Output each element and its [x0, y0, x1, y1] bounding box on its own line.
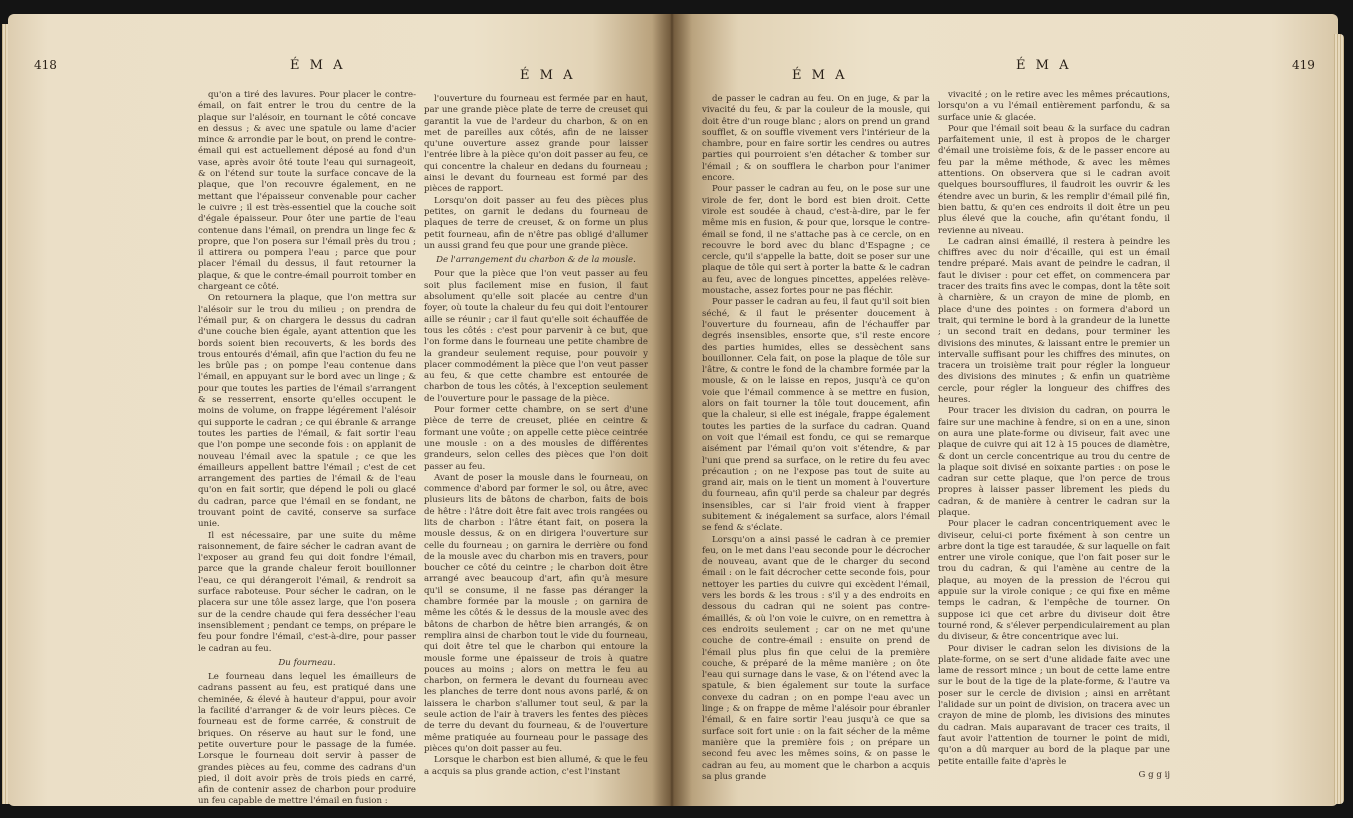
- paragraph: Lorsqu'on a ainsi passé le cadran à ce premier feu, on le met dans l'eau seconde pour le décrocher de nouveau, avant que de le charger du second émail : on le fait décrocher cette seconde fois, pour nettoyer les parties du cuivre qui excèdent l'émail, vers les bords & les trous : s'il y a des endroits en dessous du cadran qui ne soient pas contre-émaillés, & où l'on voie le cuivre, on en remettra à ces endroits seulement ; car on ne met qu'une couche de contre-émail : ensuite on prend de l'émail plus plus fin que celui de la première couche, & préparé de la même manière ; on ôte l'eau qui surnage dans le vase, & on l'étend avec la spatule, & bien également sur toute la surface convexe du cadran ; on en pompe l'eau avec un linge ; & on frappe de même l'alésoir pour ébranler l'émail, & en faire sortir l'eau jusqu'à ce que sa surface soit fort unie : on la fait sécher de la même manière que la première fois ; on prépare un second feu avec les mêmes soins, & on passe le cadran au feu, au moment que le charbon a acquis sa plus grande: [702, 534, 930, 782]
- left-page: [8, 14, 672, 806]
- right-page-edges: [1334, 34, 1344, 804]
- paragraph: Pour former cette chambre, on se sert d'une pièce de terre de creuset, pliée en ceintre & formant une voûte ; on appelle cette pièce ceintrée une mousle : on a des mousles de différentes grandeurs, selon celles des pièces que l'on doit passer au feu.: [424, 405, 648, 472]
- paragraph: qu'on a tiré des lavures. Pour placer le contre-émail, on fait entrer le trou du centre de la plaque sur l'alésoir, en tournant le côté concave en dessus ; & avec une spatule ou lame d'acier mince & arrondie par le bout, on prend le contre-émail qui est actuellement déposé au fond d'un vase, après avoir ôté toute l'eau qui surnageoit, & on l'étend sur toute la surface concave de la plaque, que l'on recouvre également, en ne mettant que l'épaisseur convenable pour cacher le cuivre ; il est très-essentiel que la couche soit d'égale épaisseur. Pour ôter une partie de l'eau contenue dans l'émail, on prendra un linge fec & propre, que l'on posera sur l'émail près du trou ; il attirera ou pompera l'eau ; parce que pour placer l'émail du dessus, il faut retourner la plaque, & que le contre-émail pourroit tomber en chargeant ce côté.: [198, 90, 416, 293]
- right-page-column-2: [938, 90, 1170, 780]
- left-page-column-2: [424, 94, 648, 784]
- paragraph: Il est nécessaire, par une suite du même raisonnement, de faire sécher le cadran avant de l'exposer au grand feu qui doit fondre l'émail, parce que la grande chaleur feroit bouillonner l'eau, ce qui dérangeroit l'émail, & rendroit sa surface raboteuse. Pour sécher le cadran, on le placera sur une tôle assez large, que l'on posera sur de la cendre chaude qui fera dessécher l'eau insensiblement ; pendant ce temps, on prépare le feu pour fondre l'émail, c'est-à-dire, pour passer le cadran au feu.: [198, 530, 416, 654]
- right-running-head-left-column: É M A: [792, 68, 848, 83]
- paragraph: Lorsqu'on doit passer au feu des pièces plus petites, on garnit le dedans du fourneau de plaques de terre de creuset, & on forme un plus petit fourneau, afin de n'être pas obligé d'allumer un aussi grand feu que pour une grande pièce.: [424, 195, 648, 251]
- paragraph: Pour passer le cadran au feu, il faut qu'il soit bien séché, & il faut le présenter doucement à l'ouverture du fourneau, afin de l'échauffer par degrés insensibles, ensorte que, s'il reste encore des parties humides, elles se dessèchent sans bouillonner. Cela fait, on pose la plaque de tôle sur l'âtre, & contre le fond de la chambre formée par la mousle, & on le laisse en repos, jusqu'à ce qu'on voie que l'émail commence à se mettre en fusion, alors on fait tourner la tôle tout doucement, afin que la chaleur, si elle est inégale, frappe également toutes les parties de la surface du cadran. Quand on voit que l'émail est fondu, ce qui se remarque aisément par l'émail qu'on voit s'étendre, & par l'uni que prend sa surface, on le retire du feu avec précaution ; on ne l'expose pas tout de suite au grand air, mais on le tient un moment à l'ouverture du fourneau, afin qu'il perde sa chaleur par degrés insensibles, car si l'air froid vient à frapper subitement & inégalement sa surface, alors l'émail se fend & s'éclate.: [702, 297, 930, 534]
- right-page-column-1: [702, 94, 930, 784]
- paragraph: de passer le cadran au feu. On en juge, & par la vivacité du feu, & par la couleur de la mousle, qui doit être d'un rouge blanc ; alors on prend un grand soufflet, & on souffle vivement vers l'intérieur de la chambre, pour en faire sortir les cendres ou autres parties qui pourroient s'en détacher & tomber sur l'émail ; & on soufflera le charbon pour l'animer encore.: [702, 94, 930, 184]
- paragraph: Pour que la pièce que l'on veut passer au feu soit plus facilement mise en fusion, il faut absolument qu'elle soit placée au centre d'un foyer, où toute la chaleur du feu qui doit l'entourer aille se réunir ; car il faut qu'elle soit échauffée de tous les côtés : c'est pour parvenir à ce but, que l'on forme dans le fourneau une petite chambre de la grandeur seulement requise, pour pouvoir y placer commodément la pièce que l'on veut passer au feu, & que cette chambre est entourée de charbon de tous les côtés, à l'exception seulement de l'ouverture pour le passage de la pièce.: [424, 269, 648, 404]
- section-subheading: De l'arrangement du charbon & de la mousle.: [436, 255, 636, 266]
- paragraph: Le fourneau dans lequel les émailleurs de cadrans passent au feu, est pratiqué dans une cheminée, & élevé à hauteur d'appui, pour avoir la facilité d'arranger & de voir leurs pièces. Ce fourneau est de forme carrée, & construit de briques. On réserve au haut sur le fond, une petite ouverture pour le passage de la fumée. Lorsque le fourneau doit servir à passer de grandes pièces au feu, comme des cadrans d'un pied, il doit avoir près de trois pieds en carré, afin de contenir assez de charbon pour produire un feu capable de mettre l'émail en fusion :: [198, 672, 416, 807]
- paragraph: Pour placer le cadran concentriquement avec le diviseur, celui-ci porte fixément à son centre un arbre dont la tige est taraudée, & sur laquelle on fait entrer une virole conique, que l'on fait poser sur le trou du cadran, & qui l'amène au centre de la plaque, au moyen de la pression de l'écrou qui appuie sur la virole conique ; ce qui fixe en même temps le cadran, & l'empêche de tourner. On suppose ici que cet arbre du diviseur doit être tourné rond, & s'élever perpendiculairement au plan du diviseur, & être concentrique avec lui.: [938, 519, 1170, 643]
- left-page-number: 418: [34, 58, 57, 72]
- paragraph: On retournera la plaque, que l'on mettra sur l'alésoir sur le trou du milieu ; on prendra de l'émail pur, & on chargera le dessus du cadran d'une couche bien égale, ayant attention que les bords soient bien recouverts, & les bords des trous entourés d'émail, afin que l'action du feu ne les brûle pas ; on pompe l'eau contenue dans l'émail, en appuyant sur le bord avec un linge ; & pour que toutes les parties de l'émail s'arrangent & se resserrent, ensorte qu'elles occupent le moins de volume, on frappe légérement l'alésoir qui supporte le cadran ; ce qui ébranle & arrange toutes les parties de l'émail, & fait sortir l'eau que l'on pompe une seconde fois : on applanit de nouveau l'émail avec la spatule ; ce que les émailleurs appellent battre l'émail ; c'est de cet arrangement des parties de l'émail & de l'eau qu'on en fait sortir, que dépend le poli ou glacé du cadran, parce que l'émail en se fondant, ne trouvant point de cavité, conserve sa surface unie.: [198, 293, 416, 530]
- paragraph: Le cadran ainsi émaillé, il restera à peindre les chiffres avec du noir d'écaille, qui est un émail tendre préparé. Mais avant de peindre le cadran, il faut le diviser : pour cet effet, on commencera par tracer des traits fins avec le compas, dont la tête soit à charnière, & un crayon de mine de plomb, en place d'une des pointes : on formera d'abord un trait, qui termine le bord à la grandeur de la lunette ; un second trait en dedans, pour terminer les divisions des minutes, & laissant entre le premier un intervalle suffisant pour les chiffres des minutes, on tracera un troisième trait pour régler la longueur des divisions des minutes ; & enfin un quatrième cercle, pour régler la longueur des chiffres des heures.: [938, 236, 1170, 406]
- right-page: [672, 14, 1338, 806]
- open-book: [8, 14, 1345, 814]
- paragraph: Avant de poser la mousle dans le fourneau, on commence d'abord par former le sol, ou âtre, avec plusieurs lits de bâtons de charbon, faits de bois de hêtre : l'âtre doit être fait avec trois rangées ou lits de charbon : l'âtre étant fait, on posera la mousle dessus, & on en dirigera l'ouverture sur celle du fourneau ; on garnira le derrière ou fond de la mousle avec du charbon mis en travers, pour boucher ce côté du ceintre ; le charbon doit être arrangé avec beaucoup d'art, afin qu'à mesure qu'il se consume, il ne fasse pas déranger la chambre formée par la mousle ; on garnira de même les côtés & le dessus de la mousle avec des bâtons de charbon de hêtre bien arrangés, & on remplira ainsi de charbon tout le vide du fourneau, qui doit être tel que le charbon qui entoure la mousle forme une épaisseur de trois à quatre pouces au moins ; alors on mettra le feu au charbon, on fermera le devant du fourneau avec les planches de terre dont nous avons parlé, & on laissera le charbon s'allumer tout seul, & par la seule action de l'air à travers les fentes des pièces de terre du devant du fourneau, & de l'ouverture même pratiquée au fourneau pour le passage des pièces qu'on doit passer au feu.: [424, 472, 648, 754]
- paragraph: Pour diviser le cadran selon les divisions de la plate-forme, on se sert d'une alidade faite avec une lame de ressort mince ; un bout de cette lame entre sur le bout de la tige de la plate-forme, & l'autre va poser sur le cercle de division ; ainsi en arrêtant l'alidade sur un point de division, on tracera avec un crayon de mine de plomb, les divisions des minutes du cadran. Mais auparavant de tracer ces traits, il faut avoir l'attention de tourner le point de midi, qu'on a dû marquer au bord de la plaque par une petite entaille faite d'après le: [938, 643, 1170, 767]
- left-running-head: É M A: [290, 58, 346, 73]
- right-page-number: 419: [1292, 58, 1315, 72]
- section-subheading: Du fourneau.: [278, 657, 336, 668]
- paragraph: vivacité ; on le retire avec les mêmes précautions, lorsqu'on a vu l'émail entièrement parfondu, & sa surface unie & glacée.: [938, 90, 1170, 123]
- paragraph: Pour passer le cadran au feu, on le pose sur une virole de fer, dont le bord est bien droit. Cette virole est soudée à chaud, c'est-à-dire, par le fer même mis en fusion, & pour que, lorsque le contre-émail se fond, il ne s'attache pas à ce cercle, on en recouvre le bord avec du blanc d'Espagne ; ce cercle, qu'il s'appelle la batte, doit se poser sur une plaque de tôle qui sert à porter la batte & le cadran au feu, avec de longues pincettes, appelées relève-moustache, assez fortes pour ne pas fléchir.: [702, 184, 930, 297]
- signature-mark: G g g ij: [1138, 769, 1170, 780]
- left-running-head-right-column: É M A: [520, 68, 576, 83]
- paragraph: Pour tracer les division du cadran, on pourra le faire sur une machine à fendre, si on en a une, sinon on aura une plate-forme ou diviseur, fait avec une plaque de cuivre qui ait 12 à 15 pouces de diamètre, & dont un cercle concentrique au trou du centre de la plaque soit divisé en soixante parties : on pose le cadran sur cette plaque, que l'on perce de trous propres à laisser passer librement les pieds du cadran, & de manière à centrer le cadran sur la plaque.: [938, 406, 1170, 518]
- paragraph: l'ouverture du fourneau est fermée par en haut, par une grande pièce plate de terre de creuset qui garantit la vue de l'ardeur du charbon, & on en met de pareilles aux côtés, afin de ne laisser qu'une ouverture assez grande pour laisser l'entrée libre à la pièce qu'on doit passer au feu, ce qui concentre la chaleur en dedans du fourneau ; ainsi le devant du fourneau est formé par des pièces de rapport.: [424, 94, 648, 195]
- left-page-column-1: [198, 90, 416, 807]
- right-running-head: É M A: [1016, 58, 1072, 73]
- paragraph: Lorsque le charbon est bien allumé, & que le feu a acquis sa plus grande action, c'est l'instant: [424, 755, 648, 777]
- paragraph: Pour que l'émail soit beau & la surface du cadran parfaitement unie, il est à propos de le charger d'émail une troisième fois, & de le passer encore au feu par la même méthode, & avec les mêmes attentions. On observera que si le cadran avoit quelques boursoufflures, il faudroit les ouvrir & les étendre avec un burin, & les remplir d'émail pilé fin, bien battu, & qu'en ces endroits il doit être un peu plus élevé que la couche, afin qu'étant fondu, il revienne au niveau.: [938, 123, 1170, 236]
